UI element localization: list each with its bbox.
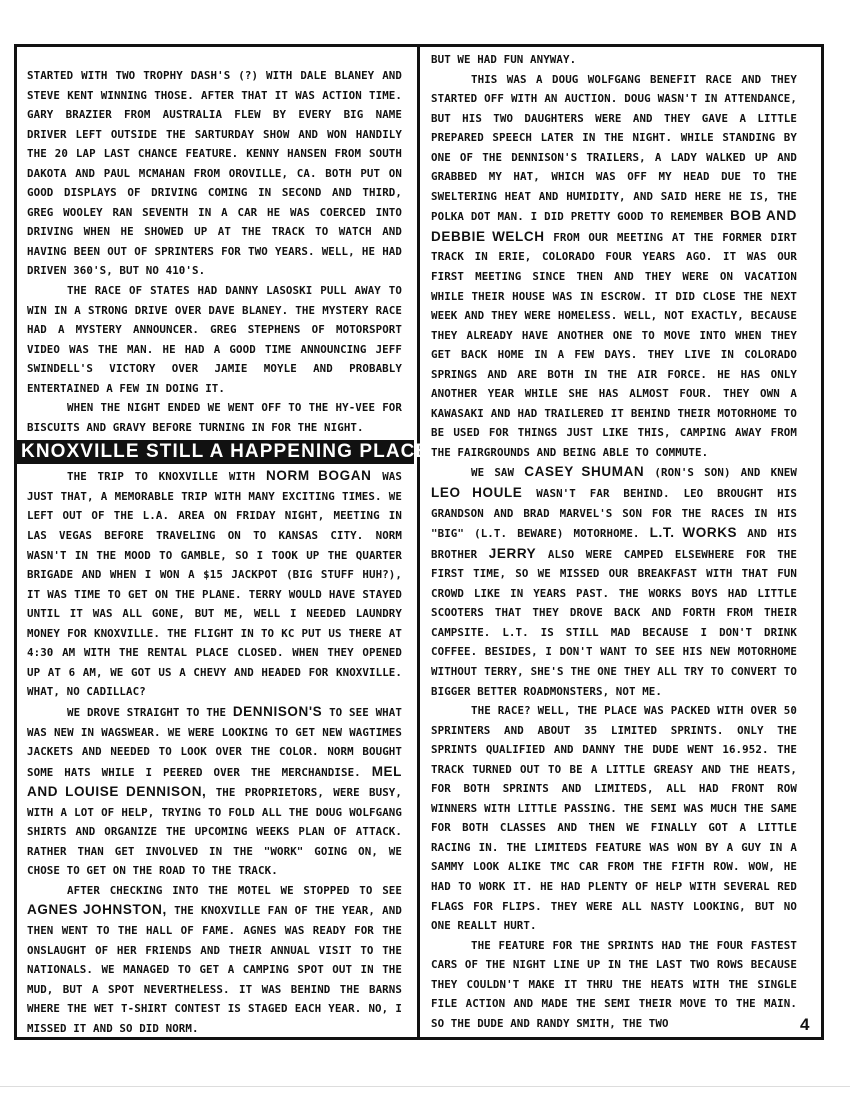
paragraph: THE FEATURE FOR THE SPRINTS HAD THE FOUR FASTEST CARS OF THE NIGHT LINE UP IN THE LAST TWO ROWS BECAUSE THEY COULDN'T MAKE IT THRU THE HEATS WITH THE SINGLE FILE ACTION AND MADE THE SEMI THEIR MOVE TO THE MAIN. SO THE DUDE AND RANDY SMITH, THE TWO — [431, 938, 797, 1030]
paragraph: THIS WAS A DOUG WOLFGANG BENEFIT RACE AND THEY STARTED OFF WITH AN AUCTION. DOUG WASN'T IN ATTENDANCE, BUT HIS TWO DAUGHTERS WERE AND THEY GAVE A LITTLE PREPARED SPEECH LATER IN THE NIGHT. WHILE STANDING BY ONE OF THE DENNISON'S TRAILERS, A LADY WALKED UP AND GRABBED MY HAT, WHICH WAS OFF MY HEAD DUE TO THE SWELTERING HEAT AND HUMIDITY, AND SAID HERE HE IS, THE POLKA DOT MAN. I DID PRETTY GOOD TO REMEMBER BOB AND DEBBIE WELCH FROM OUR MEETING AT THE FORMER DIRT TRACK IN ERIE, COLORADO FOUR YEARS AGO. IT WAS OUR FIRST MEETING SINCE THEN AND THEY WERE ON VACATION WHILE THEIR HOUSE WAS IN ESCROW. IT DID CLOSE THE NEXT WEEK AND THEY WERE HOMELESS. WELL, NOT EXACTLY, BECAUSE THEY ALREADY HAVE ANOTHER ONE TO MOVE INTO WHEN THEY GET BACK HOME IN A FEW DAYS. THEY LIVE IN COLORADO SPRINGS AND ARE BOTH IN THE AIR FORCE. HE HAS ONLY ANOTHER YEAR WHILE SHE HAS ALMOST FOUR. THEY OWN A KAWASAKI AND HAD TRAILERED IT BEHIND THEIR MOTORHOME TO BE USED FOR THINGS JUST LIKE THIS, CAMPING AWAY FROM THE FAIRGROUNDS AND BEING ABLE TO COMMUTE. — [431, 72, 797, 459]
person-name: MEL AND LOUISE DENNISON, — [27, 763, 402, 800]
paragraph: BUT WE HAD FUN ANYWAY. — [431, 53, 577, 66]
left-column — [21, 66, 437, 1038]
scan-edge — [0, 1086, 850, 1087]
paragraph: WHEN THE NIGHT ENDED WE WENT OFF TO THE HY-VEE FOR BISCUITS AND GRAVY BEFORE TURNING IN FOR THE NIGHT. — [27, 401, 402, 434]
column-divider — [417, 44, 420, 1040]
paragraph: WE DROVE STRAIGHT TO THE DENNISON'S TO SEE WHAT WAS NEW IN WAGSWEAR. WE WERE LOOKING TO GET NEW WAGTIMES JACKETS AND NEEDED TO LOOK OVER THE COLOR. NORM BOUGHT SOME HATS WHILE I PEERED OVER THE MERCHANDISE. MEL AND LOUISE DENNISON, THE PROPRIETORS, WERE BUSY, WITH A LOT OF HELP, TRYING TO FOLD ALL THE DOUG WOLFGANG SHIRTS AND ORGANIZE THE UPCOMING WEEKS PLAN OF ATTACK. RATHER THAN GET INVOLVED IN THE "WORK" GOING ON, WE CHOSE TO GET ON THE ROAD TO THE TRACK. — [27, 703, 402, 878]
section-headline: KNOXVILLE STILL A HAPPENING PLACE! — [15, 440, 414, 464]
paragraph: THE RACE OF STATES HAD DANNY LASOSKI PULL AWAY TO WIN IN A STRONG DRIVE OVER DAVE BLANEY. THE MYSTERY RACE HAD A MYSTERY ANNOUNCER. GREG STEPHENS OF MOTORSPORT VIDEO WAS THE MAN. HE HAD A GOOD TIME ANNOUNCING JEFF SWINDELL'S VICTORY OVER JAMIE MOYLE AND PROBABLY ENTERTAINED A FEW IN DOING IT. — [27, 284, 402, 395]
paragraph: WE SAW CASEY SHUMAN (RON'S SON) AND KNEW LEO HOULE WASN'T FAR BEHIND. LEO BROUGHT HIS GRANDSON AND BRAD MARVEL'S SON FOR THE RACES IN HIS "BIG" (L.T. BEWARE) MOTORHOME. L.T. WORKS AND HIS BROTHER JERRY ALSO WERE CAMPED ELSEWHERE FOR THE FIRST TIME, SO WE MISSED OUR BREAKFAST WITH THAT FUN CROWD LIKE IN YEARS PAST. THE WORKS BOYS HAD LITTLE SCOOTERS THAT THEY DROVE BACK AND FORTH FROM THEIR CAMPSITE. L.T. IS STILL MAD BECAUSE I DON'T DRINK COFFEE. BESIDES, I DON'T WANT TO SEE HIS NEW MOTORHOME WITHOUT TERRY, SHE'S THE ONE THEY ALL TRY TO CONVERT TO BIGGER BETTER ROADMONSTERS, NOT ME. — [431, 464, 798, 698]
right-column — [431, 50, 797, 1033]
paragraph: THE TRIP TO KNOXVILLE WITH NORM BOGAN WAS JUST THAT, A MEMORABLE TRIP WITH MANY EXCITING TIMES. WE LEFT OUT OF THE L.A. AREA ON FRIDAY NIGHT, MEETING IN LAS VEGAS BEFORE TRAVELING ON TO KANSAS CITY. NORM WASN'T IN THE MOOD TO GAMBLE, SO I TOOK UP THE QUARTER BRIGADE AND WHEN I WON A $15 JACKPOT (BIG STUFF HUH?), IT WAS TIME TO GET ON THE PLANE. TERRY WOULD HAVE STAYED UNTIL IT WAS ALL GONE, BUT ME, WELL I NEEDED LAUNDRY MONEY FOR KNOXVILLE. THE FLIGHT IN TO KC PUT US THERE AT 4:30 AM WITH THE RENTAL PLACE CLOSED. WHEN THEY OPENED UP AT 6 AM, WE GOT US A CHEVY AND HEADED FOR KNOXVILLE. WHAT, NO CADILLAC? — [27, 468, 402, 699]
page-number: 4 — [800, 1015, 810, 1034]
person-name: CASEY SHUMAN — [524, 464, 645, 480]
person-name: DENNISON'S — [232, 703, 323, 719]
person-name: JERRY — [488, 545, 537, 561]
paragraph: STARTED WITH TWO TROPHY DASH'S (?) WITH DALE BLANEY AND STEVE KENT WINNING THOSE. AFTER THAT IT WAS ACTION TIME. GARY BRAZIER FROM AUSTRALIA FLEW BY EVERY BIG NAME DRIVER LEFT OUTSIDE THE SARTURDAY SHOW AND WON HANDILY THE 20 LAP LAST CHANCE FEATURE. KENNY HANSEN FROM SOUTH DAKOTA AND PAUL MCMAHAN FROM OROVILLE, CA. BOTH PUT ON GOOD DISPLAYS OF DRIVING COMING IN SECOND AND THIRD, GREG WOOLEY RAN SEVENTH IN A CAR HE WAS COERCED INTO DRIVING WHEN HE SHOWED UP AT THE TRACK TO WATCH AND HAVING BEEN OUT OF SPRINTERS FOR TWO YEARS. WELL, HE HAD DRIVEN 360'S, BUT NO 410'S. — [27, 69, 402, 278]
paragraph: AFTER CHECKING INTO THE MOTEL WE STOPPED TO SEE AGNES JOHNSTON, THE KNOXVILLE FAN OF THE YEAR, AND THEN WENT TO THE HALL OF FAME. AGNES WAS READY FOR THE ONSLAUGHT OF HER FRIENDS AND THEIR ANNUAL VISIT TO THE NATIONALS. WE MANAGED TO GET A CAMPING SPOT OUT IN THE MUD, BUT A SPOT NEVERTHELESS. IT WAS BEHIND THE BARNS WHERE THE WET T-SHIRT CONTEST IS STAGED EACH YEAR. NO, I MISSED IT AND SO DID NORM. — [27, 883, 402, 1035]
person-name: LEO HOULE — [431, 485, 523, 501]
person-name: L.T. WORKS — [649, 525, 738, 541]
person-name: NORM BOGAN — [266, 468, 372, 484]
paragraph: THE RACE? WELL, THE PLACE WAS PACKED WITH OVER 50 SPRINTERS AND ABOUT 35 LIMITED SPRINTS. ONLY THE SPRINTS QUALIFIED AND DANNY THE DUDE WENT 16.952. THE TRACK TURNED OUT TO BE A LITTLE GREASY AND THE HEATS, FOR BOTH SPRINTS AND LIMITEDS, ALL HAD FRONT ROW WINNERS WITH LITTLE PASSING. THE SEMI WAS MUCH THE SAME FOR BOTH CLASSES AND THEN WE FINALLY GOT A LITTLE RACING IN. THE LIMITEDS FEATURE WAS WON BY A GUY IN A SAMMY LOOK ALIKE TMC CAR FROM THE FIFTH ROW. WOW, HE HAD TO WORK IT. HE HAD PLENTY OF HELP WITH SEVERAL RED FLAGS FOR FLIPS. THEY WERE ALL NASTY LOOKING, BUT NO ONE REALLT HURT. — [431, 704, 797, 933]
person-name: BOB AND DEBBIE WELCH — [431, 208, 797, 244]
person-name: AGNES JOHNSTON, — [27, 902, 167, 918]
